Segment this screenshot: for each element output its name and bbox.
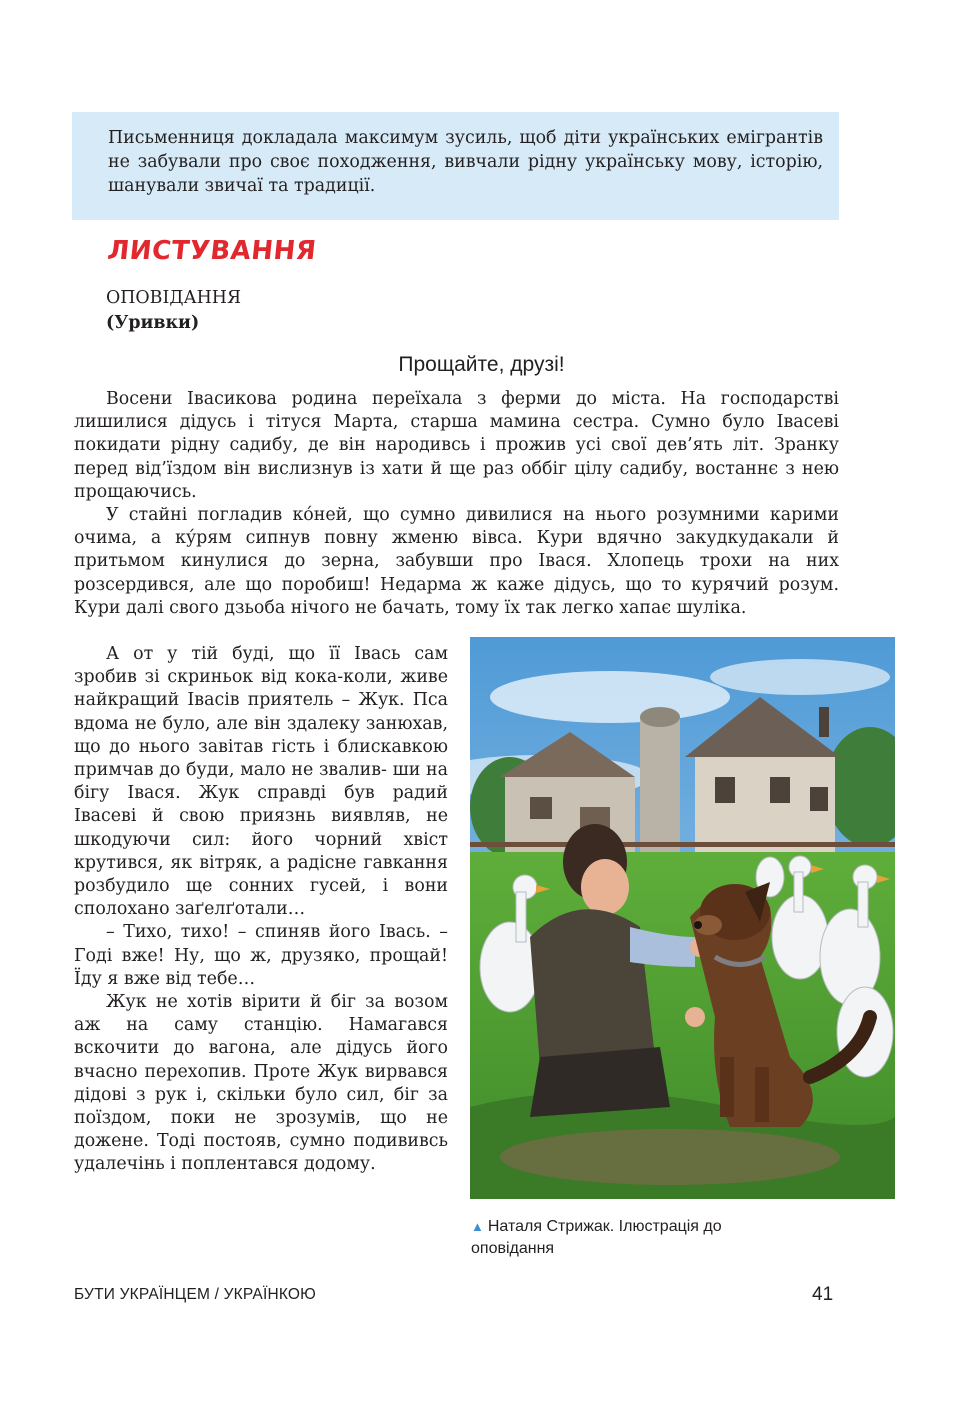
- caption-text: Наталя Стрижак. Ілюстрація до оповідання: [471, 1218, 722, 1257]
- paragraph: У стайні погладив ко́ней, що сумно дивилися на нього розумними карими очима, а ку́рям сипнув повну жменю вівса. Кури вдячно закудкудакали й притьмом кинулися до зерна, забувши про Івася. Хлопець трохи на них розсердився, але що поробиш! Недарма ж каже дідусь, що то курячий розум. Кури далі свого дзьоба нічого не бачать, тому їх так легко хапає шуліка.: [74, 505, 839, 618]
- page-number: 41: [812, 1284, 834, 1305]
- paragraph: – Тихо, тихо! – спиняв його Івась. – Годі вже! Ну, що ж, друзяко, прощай! Їду я вже від тебе…: [74, 922, 448, 989]
- paragraph: А от у тій буді, що її Івась сам зробив зі скриньок від кока-коли, живе найкращий Івасів приятель – Жук. Пса вдома не було, але він здалеку занюхав, що до нього завітав гість і блискавкою примчав до буди, мало не звалив- ши на бігу Івася. Жук справді був радий Івасеві й свою приязнь виявляв, не шкодуючи сил: його чорний хвіст крутився, як вітряк, а радісне гавкання розбудило ще сонних гусей, і вони сполохано заґелґотали…: [74, 644, 448, 920]
- info-callout: [72, 112, 839, 220]
- excerpt-note: (Уривки): [106, 313, 200, 333]
- story-title: ЛИСТУВАННЯ: [106, 236, 318, 266]
- story-text-column: [74, 643, 448, 1177]
- story-text-full-width: [74, 388, 839, 620]
- paragraph: Жук не хотів вірити й біг за возом аж на саму станцію. Намагався вскочити до вагона, але дідусь його вчасно перехопив. Проте Жук вирвався дідові з рук і, скільки було сил, біг за поїздом, поки не зрозумів, що не дожене. Тоді постояв, сумно подививсь удалечінь і поплентався додому.: [74, 992, 448, 1175]
- paragraph: Восени Івасикова родина переїхала з ферми до міста. На господарстві лишилися дідусь і тітуся Марта, старша мамина сестра. Сумно було Івасеві покидати рідну садибу, де він народивсь і прожив усі свої дев’ять літ. Зранку перед від’їздом він вислизнув із хати й ще раз оббіг цілу садибу, востаннє з нею прощаючись.: [74, 389, 839, 502]
- illustration-caption: [471, 1216, 801, 1260]
- story-genre: ОПОВІДАННЯ: [106, 288, 242, 308]
- illustration-image: [470, 637, 895, 1199]
- callout-text: Письменниця докладала максимум зусиль, щоб діти українських емігрантів не забували про своє походження, вивчали рідну українську мову, історію, шанували звичаї та традиції.: [108, 128, 823, 196]
- footer-section-title: БУТИ УКРАЇНЦЕМ / УКРАЇНКОЮ: [74, 1286, 317, 1303]
- story-illustration: [470, 637, 895, 1199]
- triangle-marker-icon: ▲: [471, 1219, 484, 1234]
- section-title: Прощайте, друзі!: [398, 353, 565, 376]
